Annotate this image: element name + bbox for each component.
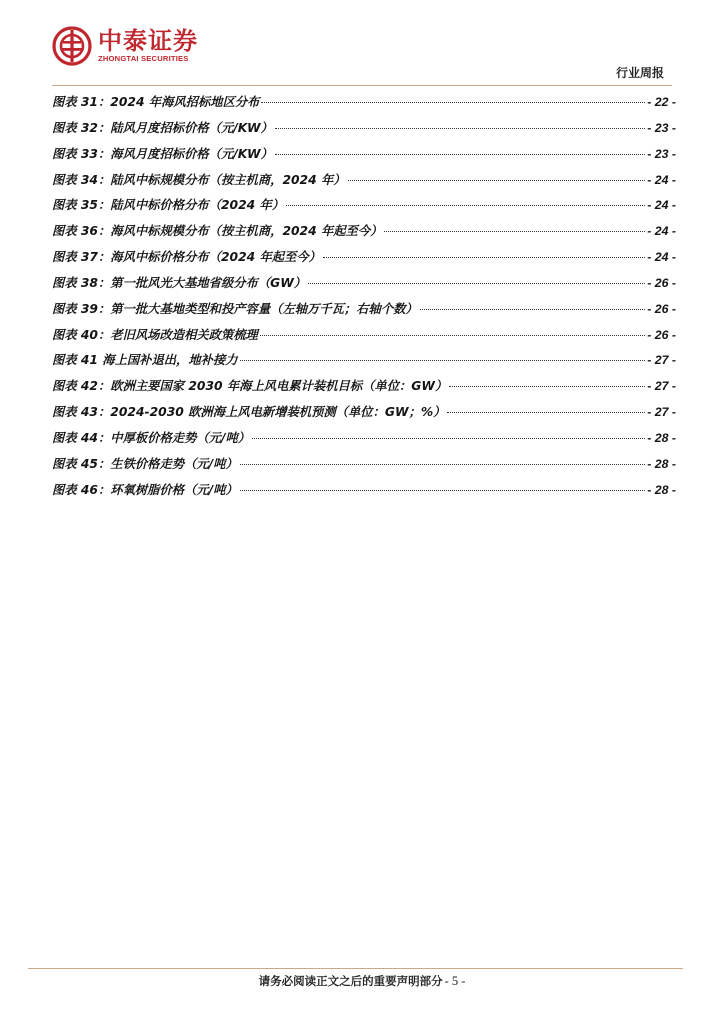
page-header [0, 0, 724, 90]
zhongtai-logo-icon [52, 26, 92, 66]
toc-entry-title: 图表 34：陆风中标规模分布（按主机商，2024 年） [52, 172, 346, 187]
toc-entry[interactable] [52, 478, 676, 504]
toc-entry-title: 图表 36：海风中标规模分布（按主机商，2024 年起至今） [52, 224, 383, 239]
toc-entry-page: - 24 - [647, 198, 676, 213]
logo-wordmark [98, 28, 198, 64]
toc-entry-page: - 27 - [647, 353, 676, 368]
figure-index-list [52, 90, 676, 504]
toc-dot-leader [308, 275, 645, 284]
footer-divider [28, 968, 683, 969]
toc-entry[interactable] [52, 193, 676, 219]
toc-entry-title: 图表 40：老旧风场改造相关政策梳理 [52, 327, 258, 342]
toc-entry-page: - 24 - [647, 250, 676, 265]
toc-entry-page: - 28 - [647, 430, 676, 445]
toc-entry-page: - 28 - [647, 456, 676, 471]
report-type-label: 行业周报 [615, 66, 664, 80]
toc-entry-page: - 27 - [647, 405, 676, 420]
toc-entry-page: - 22 - [647, 95, 676, 109]
toc-entry-title: 图表 37：海风中标价格分布（2024 年起至今） [52, 250, 321, 265]
toc-dot-leader [384, 223, 645, 232]
toc-dot-leader [323, 249, 645, 258]
toc-entry-title: 图表 35：陆风中标价格分布（2024 年） [52, 198, 285, 213]
toc-dot-leader [252, 430, 645, 439]
toc-entry-title: 图表 46：环氧树脂价格（元/吨） [52, 482, 238, 497]
toc-entry-page: - 26 - [647, 301, 676, 316]
toc-entry[interactable] [52, 400, 676, 426]
page-footer [0, 973, 724, 989]
toc-dot-leader [447, 404, 645, 413]
toc-entry-page: - 28 - [647, 482, 676, 497]
toc-entry[interactable] [52, 271, 676, 297]
toc-entry-page: - 27 - [647, 379, 676, 394]
toc-dot-leader [260, 327, 645, 336]
toc-entry-title: 图表 43：2024-2030 欧洲海上风电新增装机预测（单位：GW；%） [52, 405, 446, 420]
toc-entry-title: 图表 39：第一批大基地类型和投产容量（左轴万千瓦；右轴个数） [52, 301, 418, 316]
toc-entry-page: - 26 - [647, 275, 676, 290]
toc-entry-title: 图表 41 海上国补退出，地补接力 [52, 353, 238, 368]
toc-entry[interactable] [52, 90, 676, 116]
toc-dot-leader [240, 352, 646, 361]
toc-dot-leader [275, 146, 645, 155]
company-logo [52, 26, 198, 66]
toc-dot-leader [348, 172, 646, 181]
toc-entry-page: - 24 - [647, 172, 676, 187]
toc-entry[interactable] [52, 374, 676, 400]
toc-dot-leader [275, 120, 645, 129]
toc-dot-leader [286, 197, 645, 206]
toc-dot-leader [261, 94, 645, 103]
toc-entry-title: 图表 31：2024 年海风招标地区分布 [52, 95, 260, 109]
toc-entry[interactable] [52, 245, 676, 271]
disclaimer-text: 请务必阅读正文之后的重要声明部分 [258, 974, 443, 988]
toc-entry-title: 图表 38：第一批风光大基地省级分布（GW） [52, 275, 307, 290]
toc-entry[interactable] [52, 348, 676, 374]
toc-entry[interactable] [52, 142, 676, 168]
toc-dot-leader [240, 456, 646, 465]
toc-entry-page: - 24 - [647, 224, 676, 239]
toc-entry[interactable] [52, 219, 676, 245]
toc-entry-title: 图表 32：陆风月度招标价格（元/KW） [52, 120, 273, 135]
toc-dot-leader [449, 378, 645, 387]
toc-dot-leader [420, 301, 646, 310]
toc-entry[interactable] [52, 168, 676, 194]
page-number: - 5 - [444, 974, 466, 988]
toc-entry-title: 图表 45：生铁价格走势（元/吨） [52, 456, 238, 471]
toc-dot-leader [240, 482, 646, 491]
toc-entry-page: - 23 - [647, 146, 676, 161]
toc-entry-page: - 26 - [647, 327, 676, 342]
header-divider [52, 85, 672, 86]
toc-entry[interactable] [52, 297, 676, 323]
toc-entry-title: 图表 33：海风月度招标价格（元/KW） [52, 146, 273, 161]
brand-name-cn: 中泰证券 [98, 27, 198, 55]
toc-entry[interactable] [52, 426, 676, 452]
toc-entry-page: - 23 - [647, 120, 676, 135]
toc-entry-title: 图表 42：欧洲主要国家 2030 年海上风电累计装机目标（单位：GW） [52, 379, 448, 394]
toc-entry[interactable] [52, 452, 676, 478]
toc-entry-title: 图表 44：中厚板价格走势（元/吨） [52, 430, 251, 445]
toc-entry[interactable] [52, 116, 676, 142]
toc-entry[interactable] [52, 323, 676, 349]
brand-name-en: ZHONGTAI SECURITIES [98, 54, 189, 63]
